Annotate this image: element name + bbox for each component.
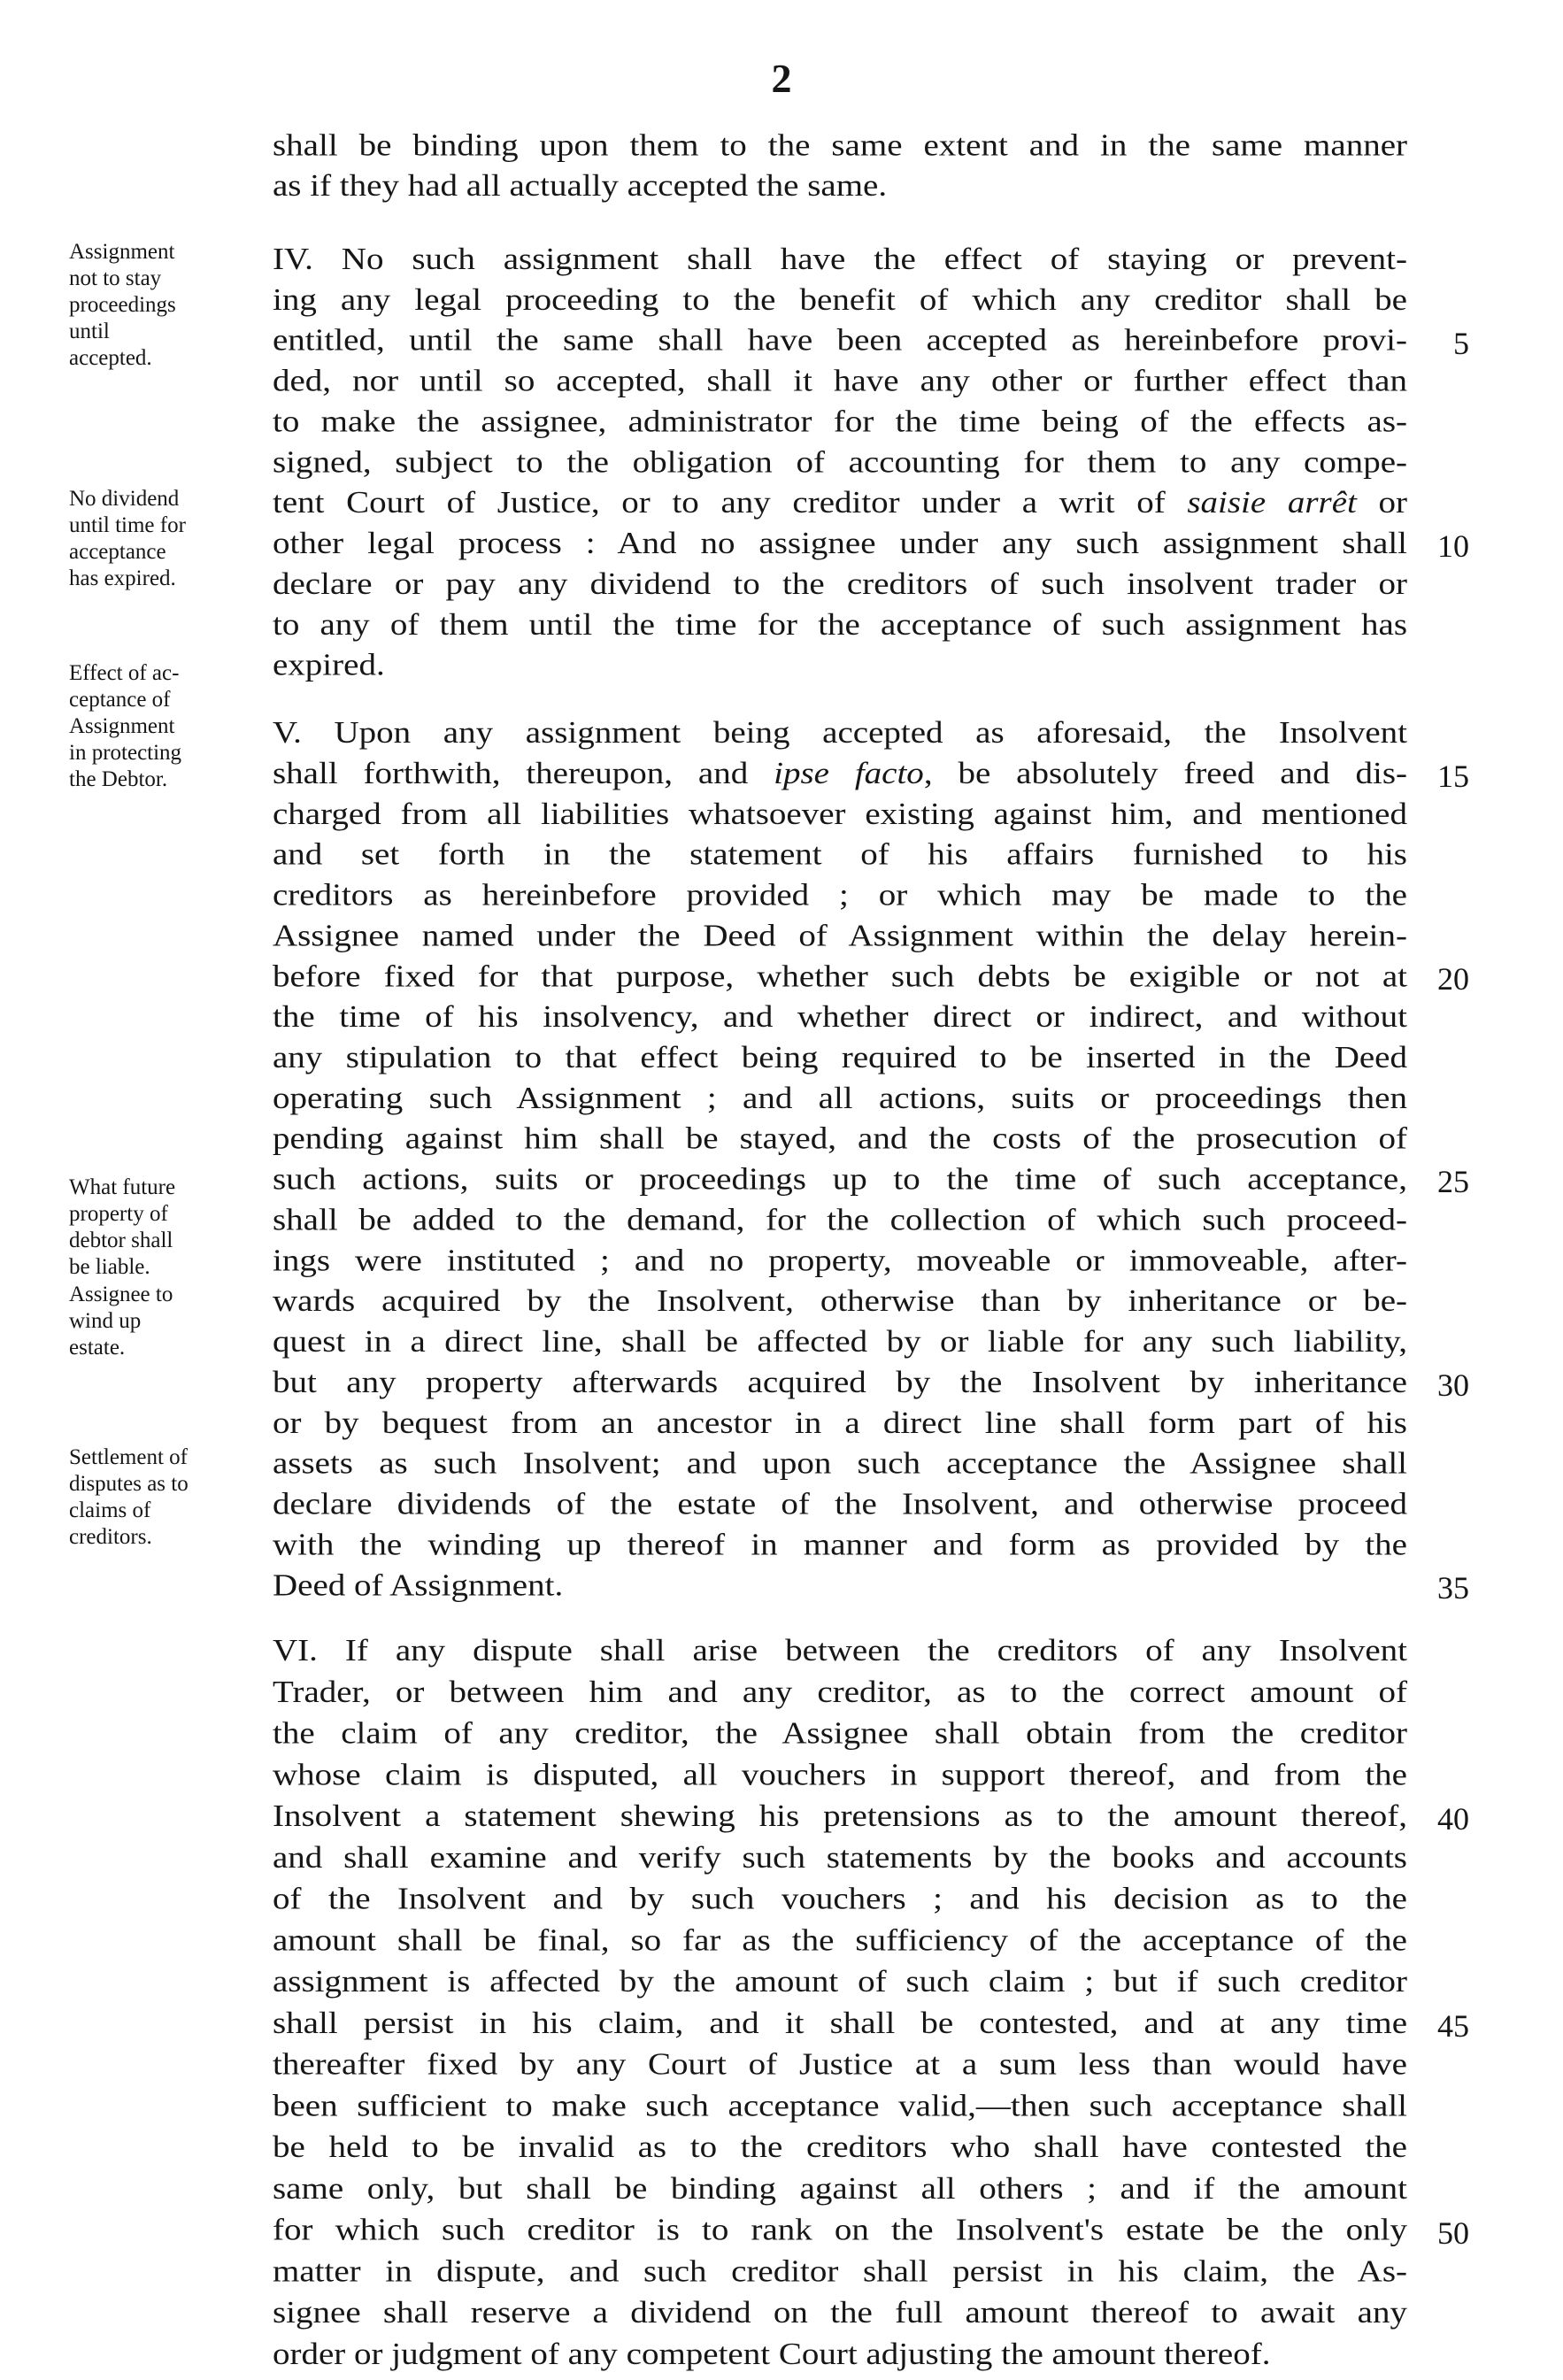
body-line: before fixed for that purpose, whether such debts be exigible or not at	[273, 959, 1407, 994]
margin-note-line: creditors.	[69, 1525, 152, 1549]
body-line: such actions, suits or proceedings up to the time of such acceptance,	[273, 1162, 1407, 1197]
margin-note-line: Assignment	[69, 240, 175, 264]
margin-note-line: accepted.	[69, 346, 152, 370]
body-line: shall persist in his claim, and it shall be contested, and at any time	[273, 2006, 1407, 2040]
body-line: as if they had all actually accepted the same.	[273, 168, 888, 204]
body-line: matter in dispute, and such creditor shall persist in his claim, the As-	[273, 2253, 1407, 2289]
body-line: entitled, until the same shall have been accepted as hereinbefore provi-	[273, 323, 1407, 358]
margin-note-line: has expired.	[69, 566, 176, 590]
margin-note-line: Settlement of	[69, 1445, 188, 1469]
body-line: for which such creditor is to rank on the Insolvent's estate be the only	[273, 2213, 1407, 2247]
margin-note-line: estate.	[69, 1336, 126, 1359]
body-line: been sufficient to make such acceptance valid,—then such acceptance shall	[273, 2088, 1407, 2123]
body-line: and shall examine and verify such statements by the books and accounts	[273, 1840, 1407, 1875]
line-number: 50	[1437, 2215, 1469, 2251]
body-line: pending against him shall be stayed, and the costs of the prosecution of	[273, 1121, 1407, 1156]
body-line: and set forth in the statement of his affairs furnished to his	[273, 837, 1407, 872]
margin-note-line: disputes as to	[69, 1472, 189, 1496]
body-line: order or judgment of any competent Court adjusting the amount thereof.	[273, 2337, 1271, 2372]
margin-note-line: property of	[69, 1202, 168, 1226]
margin-note	[69, 1282, 264, 1361]
body-line: creditors as hereinbefore provided ; or which may be made to the	[273, 877, 1407, 913]
body-line: or by bequest from an ancestor in a direct line shall form part of his	[273, 1406, 1407, 1440]
body-line: to any of them until the time for the acceptance of such assignment has	[273, 607, 1407, 642]
margin-note-line: until time for	[69, 513, 186, 537]
body-line: shall be binding upon them to the same extent and in the same manner	[273, 127, 1407, 163]
margin-note-line: No dividend	[69, 487, 180, 511]
margin-note-line: wind up	[69, 1309, 142, 1333]
body-line: the claim of any creditor, the Assignee shall obtain from the creditor	[273, 1715, 1407, 1751]
margin-note	[69, 486, 264, 592]
line-number: 5	[1453, 326, 1469, 361]
line-number: 35	[1437, 1570, 1469, 1606]
body-line: signee shall reserve a dividend on the full amount thereof to await any	[273, 2295, 1407, 2330]
body-line: tent Court of Justice, or to any creditor under a writ of saisie arrêt or	[273, 485, 1407, 520]
line-number: 25	[1437, 1164, 1469, 1199]
margin-note-line: not to stay	[69, 266, 162, 290]
body-line: other legal process : And no assignee under any such assignment shall	[273, 526, 1407, 561]
body-line: of the Insolvent and by such vouchers ; and his decision as to the	[273, 1882, 1407, 1916]
line-number: 20	[1437, 961, 1469, 997]
body-line: to make the assignee, administrator for the time being of the effects as-	[273, 404, 1407, 439]
line-number: 40	[1437, 1801, 1469, 1837]
body-line: same only, but shall be binding against all others ; and if the amount	[273, 2171, 1407, 2207]
line-number: 30	[1437, 1367, 1469, 1403]
body-line: charged from all liabilities whatsoever existing against him, and mentioned	[273, 797, 1407, 831]
margin-note-line: Assignment	[69, 714, 175, 738]
margin-note	[69, 660, 264, 793]
body-line: declare dividends of the estate of the Insolvent, and otherwise proceed	[273, 1486, 1407, 1521]
body-line: but any property afterwards acquired by the Insolvent by inheritance	[273, 1365, 1407, 1400]
margin-note-line: What future	[69, 1175, 176, 1199]
body-line: wards acquired by the Insolvent, otherwise than by inheritance or be-	[273, 1283, 1407, 1319]
margin-note-line: proceedings	[69, 293, 176, 317]
body-line: whose claim is disputed, all vouchers in support thereof, and from the	[273, 1757, 1407, 1792]
body-line: assignment is affected by the amount of such claim ; but if such creditor	[273, 1964, 1407, 1999]
body-line: IV. No such assignment shall have the effect of staying or prevent-	[273, 242, 1407, 277]
margin-note-line: Effect of ac-	[69, 661, 180, 685]
body-line: declare or pay any dividend to the creditors of such insolvent trader or	[273, 566, 1407, 601]
margin-note-line: ceptance of	[69, 688, 171, 712]
body-line: any stipulation to that effect being required to be inserted in the Deed	[273, 1040, 1407, 1075]
line-number: 10	[1437, 528, 1469, 564]
line-number: 45	[1437, 2008, 1469, 2044]
body-line: Deed of Assignment.	[273, 1567, 564, 1603]
body-line: ing any legal proceeding to the benefit of which any creditor shall be	[273, 282, 1407, 317]
margin-note-line: Assignee to	[69, 1282, 173, 1306]
margin-note-line: the Debtor.	[69, 767, 168, 791]
body-line: Trader, or between him and any creditor, as to the correct amount of	[273, 1675, 1407, 1709]
body-line: Assignee named under the Deed of Assignment within the delay herein-	[273, 918, 1407, 953]
body-line: expired.	[273, 648, 385, 682]
body-line: shall be added to the demand, for the collection of which such proceed-	[273, 1202, 1407, 1237]
body-line: VI. If any dispute shall arise between the creditors of any Insolvent	[273, 1633, 1407, 1668]
body-line: operating such Assignment ; and all actions, suits or proceedings then	[273, 1081, 1407, 1115]
page-number: 2	[771, 56, 792, 101]
margin-note	[69, 1175, 264, 1281]
margin-note-line: acceptance	[69, 540, 166, 564]
body-line: quest in a direct line, shall be affected by or liable for any such liability,	[273, 1324, 1407, 1359]
body-line: thereafter fixed by any Court of Justice at a sum less than would have	[273, 2047, 1407, 2082]
body-line: with the winding up thereof in manner and form as provided by the	[273, 1527, 1407, 1562]
body-line: be held to be invalid as to the creditors who shall have contested the	[273, 2130, 1407, 2165]
margin-note	[69, 1444, 264, 1551]
body-line: V. Upon any assignment being accepted as aforesaid, the Insolvent	[273, 715, 1407, 751]
margin-note-line: until	[69, 320, 110, 343]
body-line: signed, subject to the obligation of accounting for them to any compe-	[273, 444, 1407, 480]
margin-note	[69, 239, 264, 372]
body-line: shall forthwith, thereupon, and ipse facto, be absolutely freed and dis-	[273, 756, 1408, 791]
line-number: 15	[1437, 759, 1469, 794]
margin-note-line: claims of	[69, 1498, 151, 1522]
body-line: assets as such Insolvent; and upon such acceptance the Assignee shall	[273, 1446, 1407, 1481]
body-line: amount shall be final, so far as the sufficiency of the acceptance of the	[273, 1922, 1407, 1958]
body-line: ded, nor until so accepted, shall it have any other or further effect than	[273, 363, 1407, 398]
margin-note-line: debtor shall	[69, 1229, 173, 1252]
body-line: the time of his insolvency, and whether direct or indirect, and without	[273, 999, 1407, 1035]
margin-note-line: be liable.	[69, 1255, 150, 1279]
body-line: Insolvent a statement shewing his pretensions as to the amount thereof,	[273, 1798, 1407, 1834]
body-line: ings were instituted ; and no property, moveable or immoveable, after-	[273, 1243, 1407, 1278]
margin-note-line: in protecting	[69, 741, 182, 765]
